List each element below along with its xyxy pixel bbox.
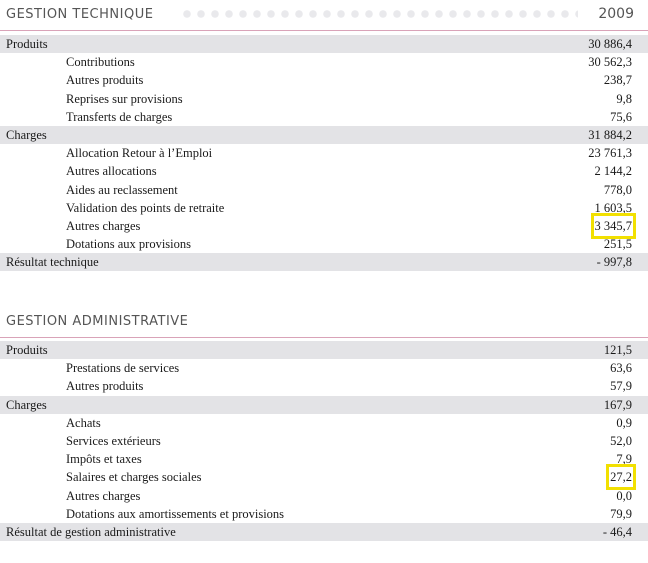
row-value: 778,0: [603, 182, 632, 197]
highlighted-value: 3 345,7: [594, 218, 632, 233]
administrative-table: [0, 341, 648, 541]
administrative-header: [0, 307, 648, 338]
row-value: 238,7: [603, 73, 632, 88]
row-value: 31 884,2: [588, 127, 632, 142]
row-value: 0,9: [616, 415, 632, 430]
row-label: Produits: [6, 343, 48, 357]
table-row: [0, 359, 648, 377]
row-value: 75,6: [610, 109, 632, 124]
table-row: [0, 468, 648, 486]
row-value: 57,9: [610, 379, 632, 394]
table-row: [0, 217, 648, 235]
table-row: [0, 396, 648, 414]
row-label: Produits: [6, 37, 48, 51]
administrative-title: GESTION ADMINISTRATIVE: [6, 314, 189, 329]
row-value: 167,9: [603, 397, 632, 412]
row-value: 7,9: [616, 452, 632, 467]
year-label: 2009: [598, 6, 634, 22]
highlighted-value: 27,2: [610, 470, 632, 485]
table-row: [0, 144, 648, 162]
row-value: 52,0: [610, 433, 632, 448]
table-row: [0, 487, 648, 505]
table-row: [0, 341, 648, 359]
table-row: [0, 35, 648, 53]
row-value: - 46,4: [602, 524, 632, 539]
row-value: 121,5: [603, 343, 632, 357]
row-label: Résultat de gestion administrative: [6, 524, 176, 539]
row-label: Reprises sur provisions: [66, 91, 183, 106]
row-label: Impôts et taxes: [66, 452, 142, 467]
table-row: [0, 90, 648, 108]
table-row: [0, 71, 648, 89]
row-label: Validation des points de retraite: [66, 200, 225, 215]
table-row: [0, 162, 648, 180]
row-value: 23 761,3: [588, 146, 632, 161]
row-value: 63,6: [610, 361, 632, 376]
table-row: [0, 108, 648, 126]
table-row: [0, 377, 648, 395]
table-row: [0, 523, 648, 541]
row-label: Allocation Retour à l’Emploi: [66, 146, 213, 161]
technique-title: GESTION TECHNIQUE: [6, 7, 154, 22]
row-label: Résultat technique: [6, 255, 99, 270]
row-label: Autres produits: [66, 73, 144, 88]
row-value: 1 603,5: [594, 200, 632, 215]
row-value: 79,9: [610, 506, 632, 521]
table-row: [0, 235, 648, 253]
row-value: 251,5: [603, 237, 632, 252]
technique-table: [0, 35, 648, 271]
table-row: [0, 199, 648, 217]
table-row: [0, 253, 648, 271]
table-row: [0, 450, 648, 468]
table-row: [0, 181, 648, 199]
row-label: Autres allocations: [66, 164, 157, 179]
row-label: Aides au reclassement: [66, 182, 178, 197]
row-label: Dotations aux amortissements et provisions: [66, 506, 285, 521]
row-label: Dotations aux provisions: [66, 237, 191, 252]
row-label: Contributions: [66, 55, 135, 70]
row-value: 9,8: [616, 91, 632, 106]
row-label: Achats: [66, 415, 101, 430]
table-row: [0, 432, 648, 450]
row-label: Services extérieurs: [66, 433, 161, 448]
row-value: - 997,8: [596, 255, 632, 270]
row-label: Transferts de charges: [66, 109, 173, 124]
row-value: 2 144,2: [594, 164, 632, 179]
row-value: 0,0: [616, 488, 632, 503]
row-label: Prestations de services: [66, 361, 180, 376]
row-label: Autres produits: [66, 379, 144, 394]
table-row: [0, 505, 648, 523]
row-label: Autres charges: [66, 218, 141, 233]
row-label: Charges: [6, 127, 47, 142]
dot-pattern: [180, 8, 578, 20]
row-label: Charges: [6, 397, 47, 412]
table-row: [0, 126, 648, 144]
technique-header: [0, 0, 648, 31]
row-value: 30 886,4: [588, 37, 632, 51]
table-row: [0, 53, 648, 71]
row-label: Salaires et charges sociales: [66, 470, 202, 485]
row-label: Autres charges: [66, 488, 141, 503]
row-value: 30 562,3: [588, 55, 632, 70]
table-row: [0, 414, 648, 432]
